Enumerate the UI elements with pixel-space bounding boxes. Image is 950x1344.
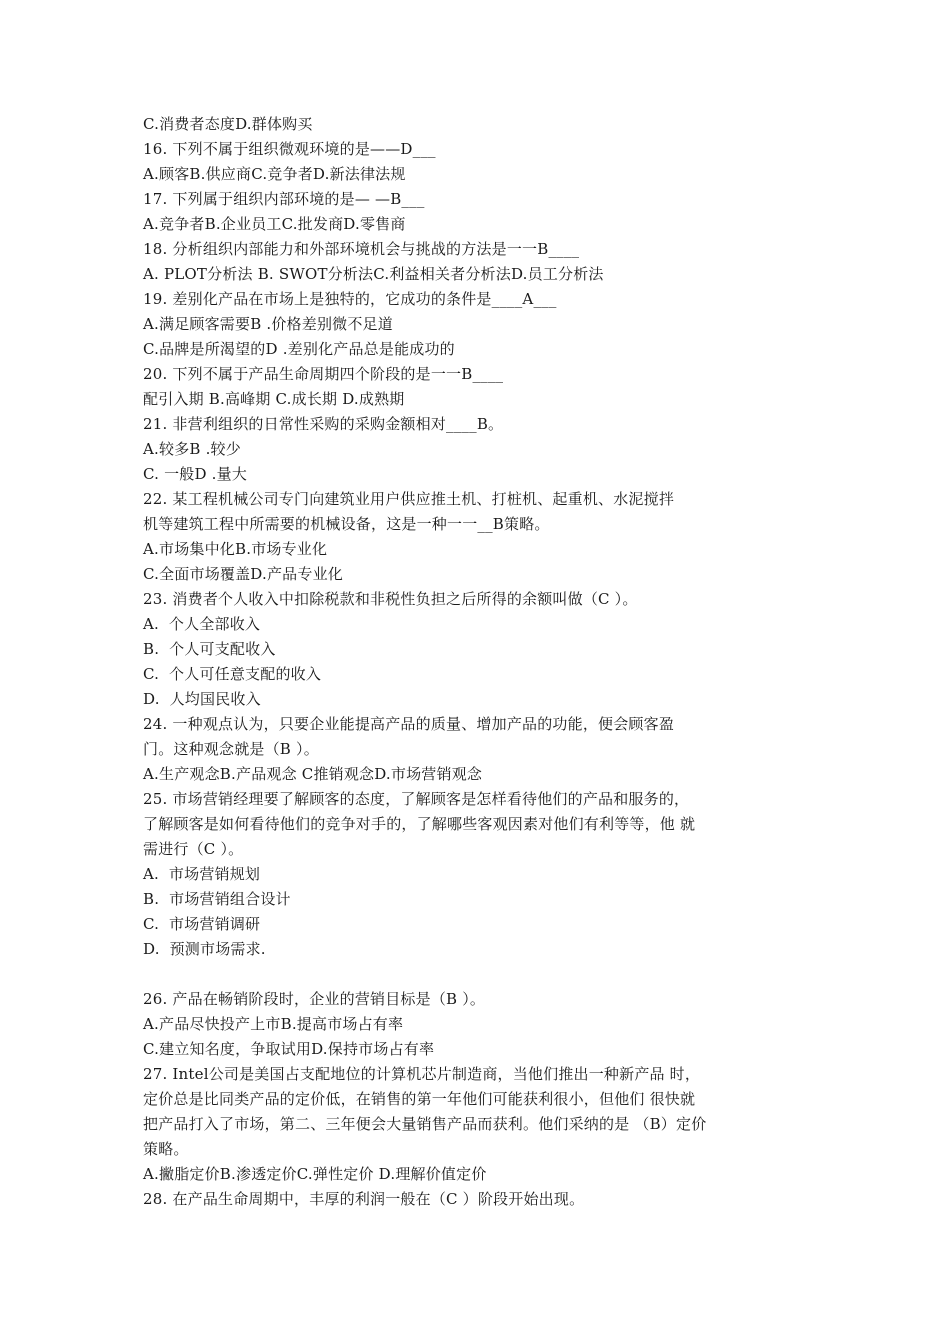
text-line: 19. 差别化产品在市场上是独特的，它成功的条件是____A___ [143, 290, 557, 308]
text-line: C.建立知名度，争取试用D.保持市场占有率 [143, 1040, 435, 1058]
text-line: D. 预测市场需求. [143, 940, 266, 958]
text-line: A.竞争者B.企业员工C.批发商D.零售商 [143, 215, 406, 233]
text-line: 24. 一种观点认为，只要企业能提高产品的质量、增加产品的功能，便会顾客盈 [143, 715, 675, 733]
text-line: C. 一般D .量大 [143, 465, 248, 483]
text-line: A.产品尽快投产上市B.提高市场占有率 [143, 1015, 404, 1033]
text-line: C.全面市场覆盖D.产品专业化 [143, 565, 343, 583]
text-line: B. 个人可支配收入 [143, 640, 276, 658]
text-line: A.满足顾客需要B .价格差别微不足道 [143, 315, 393, 333]
text-line: 定价总是比同类产品的定价低，在销售的第一年他们可能获利很小，但他们 很快就 [143, 1090, 696, 1108]
text-line: A.市场集中化B.市场专业化 [143, 540, 328, 558]
text-line: D. 人均国民收入 [143, 690, 261, 708]
text-line: A.顾客B.供应商C.竞争者D.新法律法规 [143, 165, 406, 183]
text-line: 把产品打入了市场，第二、三年便会大量销售产品而获利。他们采纳的是 （B）定价 [143, 1115, 707, 1133]
text-line: 需进行（C ）。 [143, 840, 244, 858]
text-line: C. 个人可任意支配的收入 [143, 665, 322, 683]
text-line: A. 个人全部收入 [143, 615, 261, 633]
text-line: 28. 在产品生命周期中，丰厚的利润一般在（C ）阶段开始出现。 [143, 1190, 585, 1208]
text-line: 配引入期 B.高峰期 C.成长期 D.成熟期 [143, 390, 405, 408]
text-line: 机等建筑工程中所需要的机械设备，这是一种一一__B策略。 [143, 515, 550, 533]
text-line: 门。这种观念就是（B ）。 [143, 740, 319, 758]
text-line: A.生产观念B.产品观念 C推销观念D.市场营销观念 [143, 765, 483, 783]
text-line: 21. 非营利组织的日常性采购的采购金额相对____B。 [143, 415, 504, 433]
text-line: 20. 下列不属于产品生命周期四个阶段的是一一B____ [143, 365, 504, 383]
blank-line [143, 962, 833, 987]
text-line: 25. 市场营销经理要了解顾客的态度，了解顾客是怎样看待他们的产品和服务的， [143, 790, 690, 808]
text-line: B. 市场营销组合设计 [143, 890, 291, 908]
text-line: 18. 分析组织内部能力和外部环境机会与挑战的方法是一一B____ [143, 240, 580, 258]
text-line: 16. 下列不属于组织微观环境的是——D___ [143, 140, 436, 158]
text-line: C. 市场营销调研 [143, 915, 261, 933]
text-line: 17. 下列属于组织内部环境的是— —B___ [143, 190, 425, 208]
text-line: A. 市场营销规划 [143, 865, 261, 883]
text-line: A.撇脂定价B.渗透定价C.弹性定价 D.理解价值定价 [143, 1165, 487, 1183]
text-line: 策略。 [143, 1140, 189, 1158]
text-line: C.品牌是所渴望的D .差别化产品总是能成功的 [143, 340, 455, 358]
text-line: A.较多B .较少 [143, 440, 241, 458]
text-line: 22. 某工程机械公司专门向建筑业用户供应推土机、打桩机、起重机、水泥搅拌 [143, 490, 675, 508]
text-line: A. PLOT分析法 B. SWOT分析法C.利益相关者分析法D.员工分析法 [143, 265, 604, 283]
text-line: 了解顾客是如何看待他们的竞争对手的，了解哪些客观因素对他们有利等等，他 就 [143, 815, 696, 833]
text-line: 27. Intel公司是美国占支配地位的计算机芯片制造商，当他们推出一种新产品 时， [143, 1065, 701, 1083]
text-line: 26. 产品在畅销阶段时，企业的营销目标是（B ）。 [143, 990, 486, 1008]
text-line: C.消费者态度D.群体购买 [143, 115, 313, 133]
question-list [143, 112, 833, 1212]
text-line: 23. 消费者个人收入中扣除税款和非税性负担之后所得的余额叫做（C ）。 [143, 590, 638, 608]
